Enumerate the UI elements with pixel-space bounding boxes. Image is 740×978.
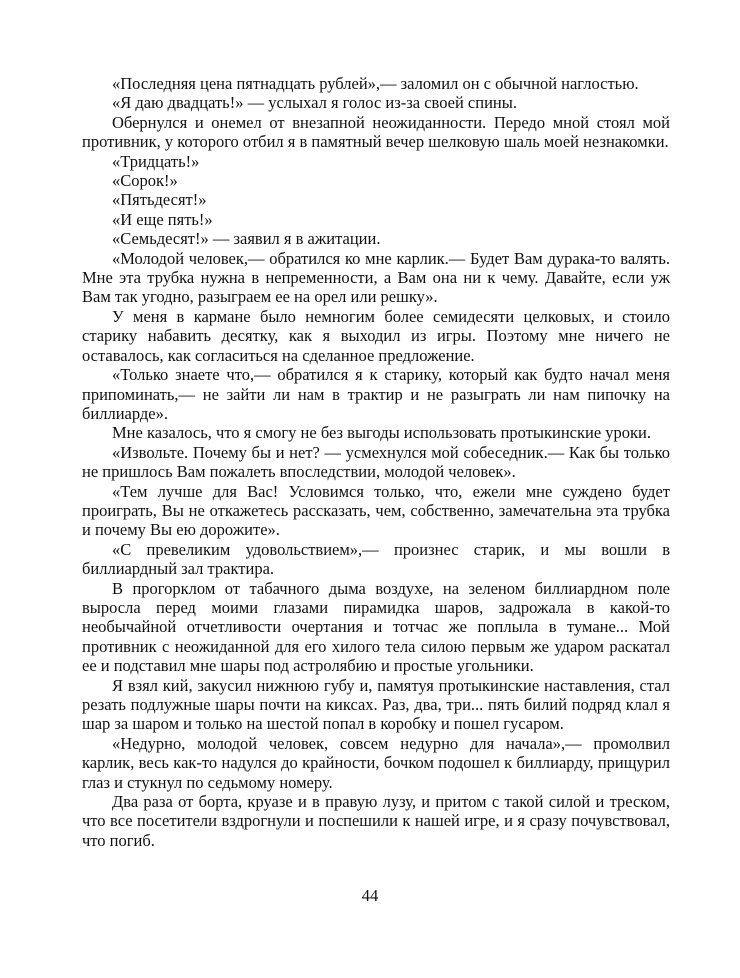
paragraph: «Только знаете что,— обратился я к старику, который как будто начал меня припоминать,— не зайти ли нам в трактир и не разыграть ли нам пипочку на биллиарде».: [82, 365, 670, 423]
paragraph: Обернулся и онемел от внезапной неожиданности. Передо мной стоял мой противник, у которого отбил я в памятный вечер шелковую шаль моей незнакомки.: [82, 112, 670, 152]
paragraph: «И еще пять!»: [112, 209, 213, 229]
paragraph: Я взял кий, закусил нижнюю губу и, памятуя протыкинские наставления, стал резать подлужные шары почти на киксах. Раз, два, три... пять билий подряд клал я шар за шаром и только на шестой попал в коробку и пошел гусаром.: [82, 675, 670, 734]
paragraph: У меня в кармане было немногим более семидесяти целковых, и стоило старику набавить десятку, как я выходил из игры. Поэтому мне ничего не оставалось, как согласиться на сделанное предложение.: [82, 306, 670, 365]
paragraph: «Пятьдесят!»: [112, 190, 207, 210]
paragraph: «Семьдесят!» — заявил я в ажитации.: [112, 229, 381, 249]
paragraph: «С превеликим удовольствием»,— произнес старик, и мы вошли в биллиардный зал трактира.: [82, 539, 670, 579]
paragraph: Два раза от борта, круазе и в правую лузу, и притом с такой силой и треском, что все посетители вздрогнули и поспешили к нашей игре, и я сразу почувствовал, что погиб.: [82, 792, 670, 850]
paragraph: Мне казалось, что я смогу не без выгоды использовать протыкинские уроки.: [112, 423, 651, 443]
paragraph: «Недурно, молодой человек, совсем недурно для начала»,— промолвил карлик, весь как-то надулся до крайности, бочком подошел к биллиарду, прищурил глаз и стукнул по седьмому номеру.: [82, 733, 670, 792]
paragraph: «Я даю двадцать!» — услыхал я голос из-за своей спины.: [112, 93, 517, 113]
paragraph: «Тем лучше для Вас! Условимся только, что, ежели мне суждено будет проиграть, Вы не откажетесь рассказать, чем, собственно, замечательна эта трубка и почему Вы ею дорожите».: [82, 481, 670, 540]
page-body: [82, 74, 670, 850]
paragraph: «Тридцать!»: [112, 151, 200, 171]
paragraph: «Последняя цена пятнадцать рублей»,— заломил он с обычной наглостью.: [112, 74, 639, 93]
paragraph: «Извольте. Почему бы и нет? — усмехнулся мой собеседник.— Как бы только не пришлось Вам пожалеть впоследствии, молодой человек».: [82, 442, 670, 482]
page-number: 44: [361, 886, 379, 905]
paragraph: «Молодой человек,— обратился ко мне карлик.— Будет Вам дурака-то валять. Мне эта трубка нужна в непременности, а Вам она ни к чему. Давайте, если уж Вам так угодно, разыграем ее на орел или решку».: [82, 248, 670, 307]
paragraph: В прогорклом от табачного дыма воздухе, на зеленом биллиардном поле выросла перед моими глазами пирамидка шаров, задрожала в какой-то необычайной отчетливости очертания и тотчас же поплыла в тумане... Мой противник с неожиданной для его хилого тела силою первым же ударом раскатал ее и подставил мне шары под астролябию и простые угольники.: [82, 578, 670, 676]
paragraph: «Сорок!»: [112, 171, 178, 191]
